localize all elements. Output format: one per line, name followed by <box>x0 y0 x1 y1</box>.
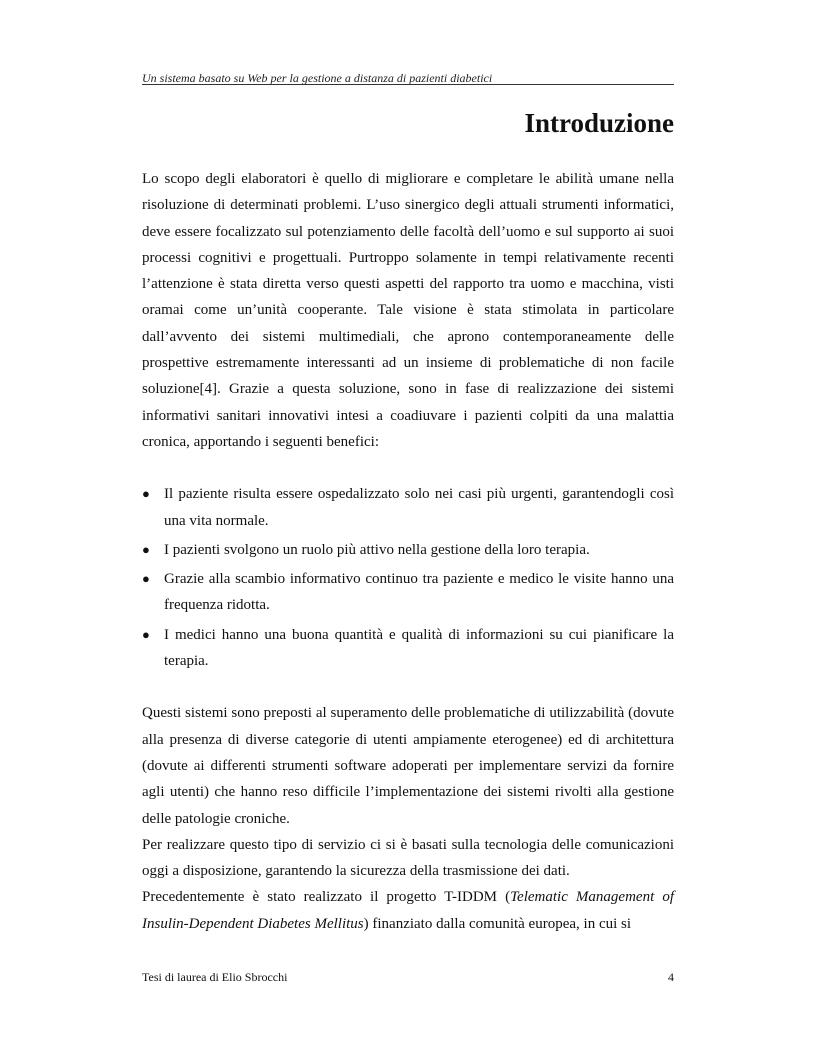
project-name-italic: Telematic Management of Insulin-Dependent Diabetes Mellitus <box>142 889 674 932</box>
body-text <box>142 166 674 937</box>
service-paragraph: Per realizzare questo tipo di servizio ci si è basati sulla tecnologia delle comunicazioni oggi a disposizione, garantendo la sicurezza della trasmissione dei dati. <box>142 836 674 880</box>
bullet-icon: ● <box>142 541 150 557</box>
list-item-text: I medici hanno una buona quantità e qualità di informazioni su cui pianificare la terapia. <box>164 626 674 670</box>
list-item <box>142 622 674 675</box>
bullet-icon: ● <box>142 486 150 502</box>
page-title: Introduzione <box>524 108 674 138</box>
project-paragraph <box>142 884 674 937</box>
footer-author: Tesi di laurea di Elio Sbrocchi <box>142 970 288 984</box>
project-text-end: ) finanziato dalla comunità europea, in cui si <box>363 915 632 932</box>
benefits-list <box>142 481 674 674</box>
list-item-text: Il paziente risulta essere ospedalizzato solo nei casi più urgenti, garantendogli così una vita normale. <box>164 486 674 529</box>
intro-paragraph: Lo scopo degli elaboratori è quello di migliorare e completare le abilità umane nella risoluzione di determinati problemi. L’uso sinergico degli attuali strumenti informatici, deve essere focalizzato sul potenziamento delle facoltà dell’uomo e sul supporto ai suoi processi cognitivi e progettuali. Purtroppo solamente in tempi relativamente recenti l’attenzione è stata diretta verso questi aspetti del rapporto tra uomo e macchina, visti oramai come un’unità cooperante. Tale visione è stata stimolata in particolare dall’avvento dei sistemi multimediali, che aprono contemporaneamente delle prospettive estremamente interessanti ad un insieme di problematiche di non facile soluzione[4]. Grazie a questa soluzione, sono in fase di realizzazione dei sistemi informativi sanitari innovativi intesi a coadiuvare i pazienti colpiti da una malattia cronica, apportando i seguenti benefici: <box>142 171 674 450</box>
list-item-text: Grazie alla scambio informativo continuo tra paziente e medico le visite hanno una frequenza ridotta. <box>164 571 674 614</box>
list-item-text: I pazienti svolgono un ruolo più attivo nella gestione della loro terapia. <box>164 541 590 558</box>
bullet-icon: ● <box>142 571 150 587</box>
project-text-start: Precedentemente è stato realizzato il progetto T-IDDM ( <box>142 889 511 906</box>
list-item <box>142 537 674 563</box>
running-header: Un sistema basato su Web per la gestione a distanza di pazienti diabetici <box>142 71 493 85</box>
list-item <box>142 566 674 619</box>
list-item <box>142 481 674 534</box>
systems-paragraph: Questi sistemi sono preposti al superamento delle problematiche di utilizzabilità (dovute alla presenza di diverse categorie di utenti ampiamente eterogenee) ed di architettura (dovute ai differenti strumenti software adoperati per implementare servizi da fornire agli utenti) che hanno reso difficile l’implementazione dei sistemi rivolti alla gestione delle patologie croniche. <box>142 705 674 827</box>
page-number: 4 <box>668 970 674 984</box>
bullet-icon: ● <box>142 626 150 642</box>
header-divider <box>142 84 674 85</box>
